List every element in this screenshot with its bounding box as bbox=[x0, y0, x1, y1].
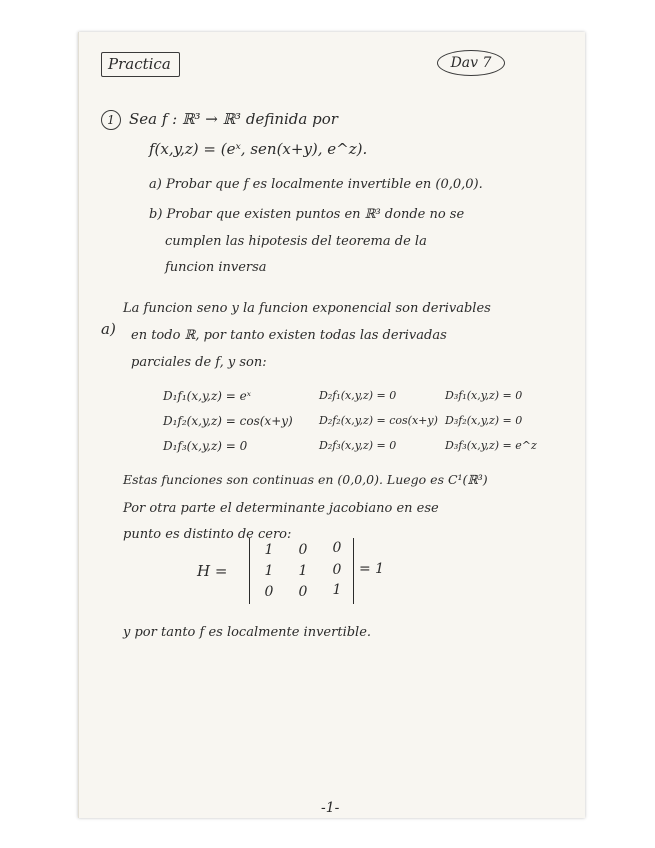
deriv-2-2: D₂f₂(x,y,z) = cos(x+y) bbox=[319, 414, 438, 427]
matrix-cell: 0 bbox=[298, 584, 308, 600]
answer-line3: parciales de f, y son: bbox=[131, 355, 267, 370]
matrix-cell: 1 bbox=[332, 582, 342, 598]
part-b-line3: funcion inversa bbox=[165, 260, 267, 275]
matrix-result: = 1 bbox=[359, 561, 385, 577]
function-definition: f(x,y,z) = (eˣ, sen(x+y), e^z). bbox=[149, 140, 368, 158]
answer-label: a) bbox=[101, 320, 116, 338]
exercise-intro: Sea f : ℝ³ → ℝ³ definida por bbox=[129, 110, 338, 128]
matrix-label: H = bbox=[197, 562, 228, 580]
page-tag: Practica bbox=[101, 52, 180, 77]
deriv-2-3: D₃f₂(x,y,z) = 0 bbox=[445, 414, 523, 427]
matrix-cell: 1 bbox=[298, 563, 308, 579]
matrix-cell: 0 bbox=[332, 540, 342, 556]
conclusion: y por tanto f es localmente invertible. bbox=[123, 625, 372, 640]
exercise-number: 1 bbox=[101, 110, 121, 130]
part-b-line1: b) Probar que existen puntos en ℝ³ donde no se bbox=[149, 207, 465, 222]
matrix-cell: 1 bbox=[264, 542, 274, 558]
part-b-line2: cumplen las hipotesis del teorema de la bbox=[165, 234, 427, 249]
matrix-cell: 0 bbox=[332, 562, 342, 578]
deriv-3-1: D₁f₃(x,y,z) = 0 bbox=[163, 439, 248, 453]
deriv-3-3: D₃f₃(x,y,z) = e^z bbox=[445, 439, 537, 452]
matrix-cell: 0 bbox=[298, 542, 308, 558]
answer-line1: La funcion seno y la funcion exponencial son derivables bbox=[123, 301, 491, 316]
continuity-line3: punto es distinto de cero: bbox=[123, 527, 292, 542]
continuity-line1: Estas funciones son continuas en (0,0,0). Luego es C¹(ℝ³) bbox=[123, 472, 488, 487]
answer-line2: en todo ℝ, por tanto existen todas las derivadas bbox=[131, 328, 447, 343]
deriv-1-1: D₁f₁(x,y,z) = eˣ bbox=[163, 389, 251, 403]
continuity-line2: Por otra parte el determinante jacobiano en ese bbox=[123, 501, 439, 516]
deriv-1-2: D₂f₁(x,y,z) = 0 bbox=[319, 389, 397, 402]
part-a: a) Probar que f es localmente invertible en (0,0,0). bbox=[149, 177, 483, 192]
deriv-1-3: D₃f₁(x,y,z) = 0 bbox=[445, 389, 523, 402]
page-number: -1- bbox=[321, 800, 340, 816]
matrix-cell: 0 bbox=[264, 584, 274, 600]
matrix-cell: 1 bbox=[264, 563, 274, 579]
deriv-3-2: D₂f₃(x,y,z) = 0 bbox=[319, 439, 397, 452]
page-badge: Dav 7 bbox=[437, 50, 505, 76]
matrix-left-bar bbox=[249, 538, 250, 604]
jacobian-matrix bbox=[249, 538, 369, 604]
deriv-2-1: D₁f₂(x,y,z) = cos(x+y) bbox=[163, 414, 293, 428]
notebook-page bbox=[78, 32, 585, 818]
matrix-right-bar bbox=[353, 538, 354, 604]
